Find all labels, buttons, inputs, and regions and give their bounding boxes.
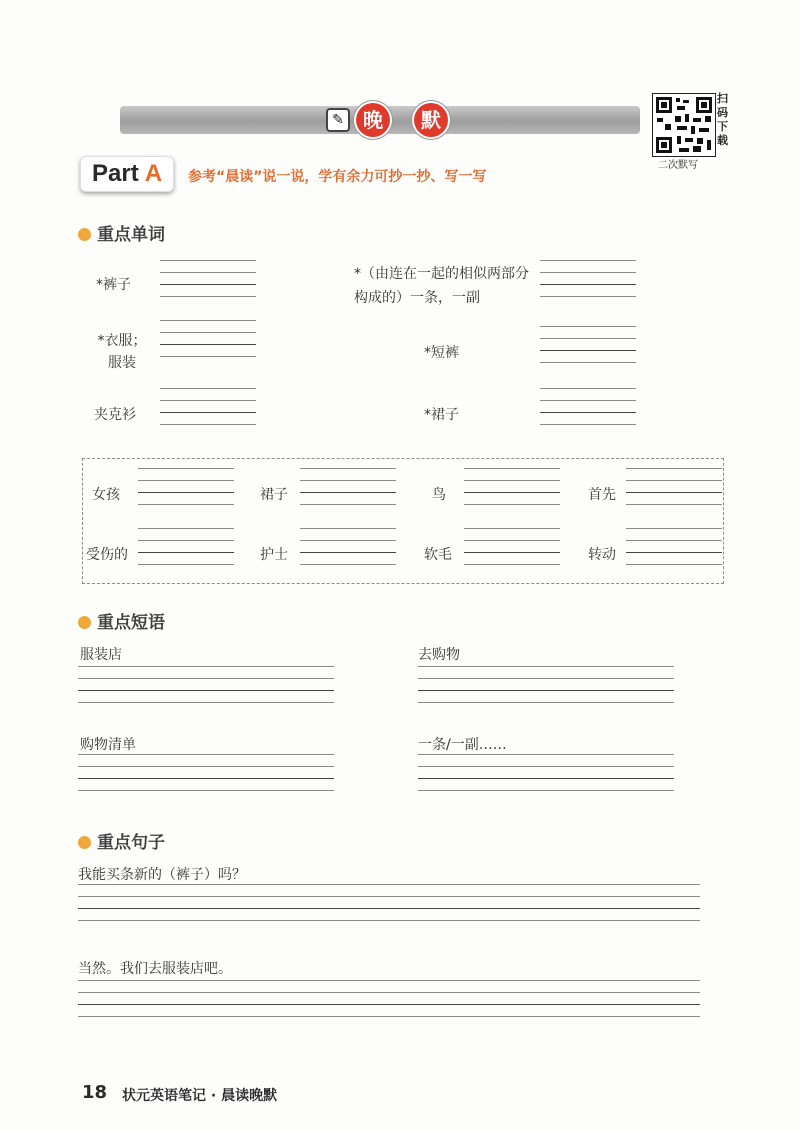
pencil-icon: ✎ [326, 108, 350, 132]
box-lines-6[interactable] [300, 528, 396, 576]
box-lines-2[interactable] [300, 468, 396, 516]
box-lines-8[interactable] [626, 528, 722, 576]
word-label-3: 夹克衫 [94, 407, 136, 423]
writing-lines-1[interactable] [160, 260, 256, 308]
writing-lines-6[interactable] [540, 388, 636, 436]
box-lines-3[interactable] [464, 468, 560, 516]
phrase-label-4: 一条/一副…… [418, 737, 507, 753]
book-title: 状元英语笔记 · 晨读晚默 [122, 1088, 278, 1104]
qr-side-label: 扫码下载 [717, 92, 728, 147]
part-title: Part [92, 160, 139, 187]
word-label-6: *裙子 [424, 407, 459, 423]
phrase-label-1: 服装店 [80, 647, 122, 663]
title-badge-1: 晚 [356, 103, 390, 137]
box-word-3: 鸟 [432, 487, 446, 503]
box-word-5: 受伤的 [86, 547, 128, 563]
box-word-2: 裙子 [260, 487, 288, 503]
phrase-lines-3[interactable] [78, 754, 334, 802]
box-lines-5[interactable] [138, 528, 234, 576]
qr-caption: 二次默写 [658, 160, 698, 171]
sentence-label-1: 我能买条新的（裤子）吗？ [78, 867, 246, 883]
sentence-lines-1[interactable] [78, 884, 700, 932]
box-word-8: 转动 [588, 547, 616, 563]
box-word-1: 女孩 [92, 487, 120, 503]
bullet-dot-icon [78, 836, 91, 849]
box-lines-7[interactable] [464, 528, 560, 576]
part-instruction: 参考“晨读”说一说，学有余力可抄一抄、写一写 [188, 169, 487, 185]
section-heading-words [78, 220, 165, 245]
section-title: 重点单词 [97, 225, 165, 245]
writing-lines-5[interactable] [540, 326, 636, 374]
box-lines-1[interactable] [138, 468, 234, 516]
sentence-label-2: 当然。我们去服装店吧。 [78, 961, 232, 977]
bullet-dot-icon [78, 228, 91, 241]
part-a-tab [80, 156, 174, 192]
phrase-lines-1[interactable] [78, 666, 334, 714]
box-lines-4[interactable] [626, 468, 722, 516]
box-word-4: 首先 [588, 487, 616, 503]
sentence-lines-2[interactable] [78, 980, 700, 1028]
word-label-2: *衣服；服装 [97, 333, 147, 371]
writing-lines-4[interactable] [540, 260, 636, 308]
section-heading-sentences [78, 828, 165, 853]
phrase-lines-2[interactable] [418, 666, 674, 714]
word-label-1: *裤子 [96, 277, 131, 293]
title-badge-2: 默 [414, 103, 448, 137]
word-label-5: *短裤 [424, 345, 459, 361]
writing-lines-3[interactable] [160, 388, 256, 436]
phrase-label-2: 去购物 [418, 647, 460, 663]
bullet-dot-icon [78, 616, 91, 629]
box-word-6: 护士 [260, 547, 288, 563]
section-heading-phrases [78, 608, 165, 633]
writing-lines-2[interactable] [160, 320, 256, 368]
phrase-lines-4[interactable] [418, 754, 674, 802]
phrase-label-3: 购物清单 [80, 737, 136, 753]
page-number: 18 [82, 1082, 108, 1103]
section-title: 重点短语 [97, 613, 165, 633]
part-letter: A [144, 160, 163, 187]
section-title: 重点句子 [97, 833, 165, 853]
box-word-7: 软毛 [424, 547, 452, 563]
qr-code-icon[interactable] [652, 93, 716, 157]
word-label-4: *（由连在一起的相似两部分构成的）一条，一副 [354, 266, 529, 306]
